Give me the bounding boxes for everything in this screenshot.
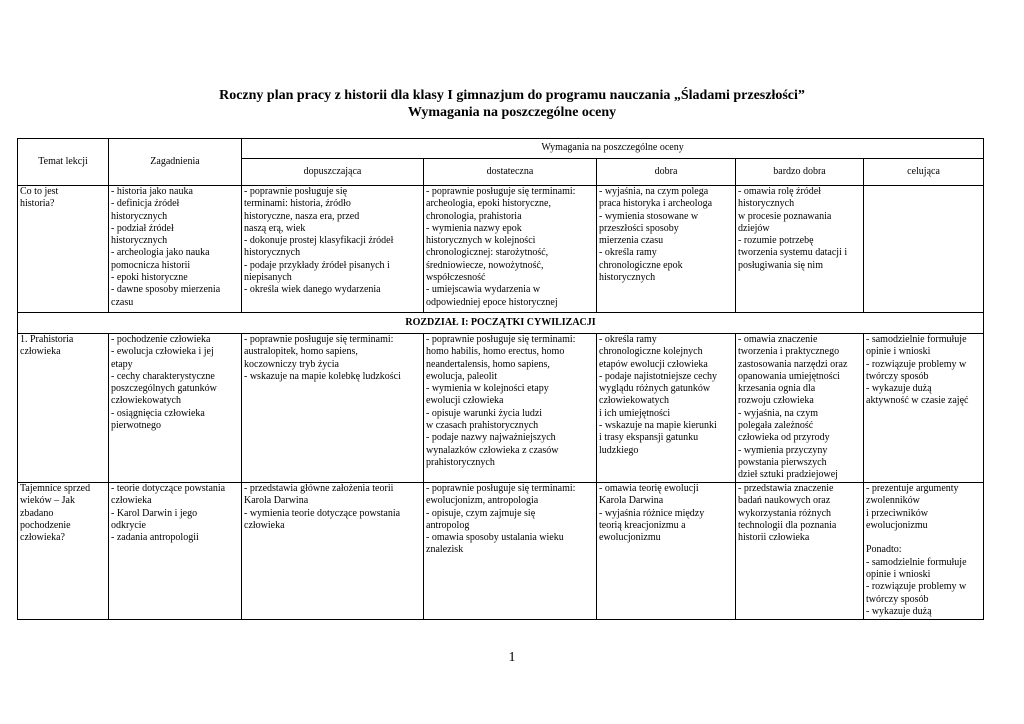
cell-line: - wykazuje dużą: [866, 383, 932, 395]
cell-line: poszczególnych gatunków: [111, 383, 217, 395]
cell-line: człowiekowatych: [111, 395, 181, 407]
cell-line: polegała zależność: [738, 420, 814, 432]
cell-line: - określa ramy: [599, 334, 657, 345]
cell-celujaca: [864, 186, 984, 313]
cell-line: pomocnicza historii: [111, 259, 191, 271]
cell-line: współczesność: [426, 272, 486, 284]
table-row: [18, 186, 984, 313]
cell-line: Karola Darwina: [244, 495, 309, 507]
cell-line: - prezentuje argumenty: [866, 483, 959, 494]
cell-line: - historia jako nauka: [111, 186, 193, 197]
cell-line: - epoki historyczne: [111, 272, 188, 284]
cell-line: neandertalensis, homo sapiens,: [426, 358, 550, 370]
cell-line: - określa ramy: [599, 247, 657, 259]
cell-line: zbadano: [20, 507, 54, 519]
cell-line: człowiekowatych: [599, 395, 669, 407]
cell-line: historycznych: [111, 210, 168, 222]
cell-line: historia?: [20, 198, 55, 210]
chapter-row: [18, 313, 984, 334]
header-grade: bardzo dobra: [736, 159, 864, 186]
cell-celujaca: [864, 334, 984, 483]
cell-dopuszczajaca: [242, 186, 424, 313]
cell-line: homo habilis, homo erectus, homo: [426, 346, 565, 358]
cell-line: wykorzystania różnych: [738, 507, 832, 519]
cell-line: ewolucjonizmu: [599, 532, 661, 544]
cell-bardzo-dobra: [736, 334, 864, 483]
cell-line: powstania pierwszych: [738, 456, 827, 468]
cell-line: - samodzielnie formułuje: [866, 556, 967, 568]
cell-line: koczowniczy tryb życia: [244, 358, 339, 370]
cell-dostateczna: [424, 334, 597, 483]
cell-line: ewolucjonizmu: [866, 519, 928, 531]
cell-line: - podaje przykłady źródeł pisanych i: [244, 259, 390, 271]
cell-line: - wskazuje na mapie kierunki: [599, 420, 717, 432]
cell-line: technologii dla poznania: [738, 519, 837, 531]
cell-dobra: [597, 186, 736, 313]
cell-line: - przedstawia znaczenie: [738, 483, 834, 494]
cell-line: archeologia, epoki historyczne,: [426, 198, 551, 210]
cell-line: ewolucji człowieka: [426, 395, 504, 407]
cell-line: twórczy sposób: [866, 593, 929, 605]
cell-line: naszą erą, wiek: [244, 222, 306, 234]
cell-temat: [18, 334, 109, 483]
cell-line: historycznych: [738, 198, 795, 210]
cell-line: - dawne sposoby mierzenia: [111, 284, 221, 296]
cell-line: - poprawnie posługuje się: [244, 186, 348, 197]
cell-line: praca historyka i archeologa: [599, 198, 713, 210]
cell-zagadnienia: [109, 334, 242, 483]
document-title: Roczny plan pracy z historii dla klasy I gimnazjum do programu nauczania „Śladami przeszłości”: [219, 88, 805, 103]
cell-line: - podział źródeł: [111, 222, 174, 234]
cell-line: - podaje najistotniejsze cechy: [599, 370, 718, 382]
cell-line: 1. Prahistoria: [20, 334, 74, 345]
cell-line: - pochodzenie człowieka: [111, 334, 211, 345]
cell-line: historycznych w kolejności: [426, 235, 536, 247]
cell-line: - wykazuje dużą: [866, 605, 932, 617]
cell-line: posługiwania się nim: [738, 259, 823, 271]
cell-line: dzieł sztuki pradziejowej: [738, 469, 838, 481]
cell-celujaca: [864, 483, 984, 620]
cell-line: - omawia rolę źródeł: [738, 186, 822, 197]
cell-line: rozwoju człowieka: [738, 395, 814, 407]
cell-line: ludzkiego: [599, 444, 639, 456]
cell-line: - wyjaśnia, na czym polega: [599, 186, 709, 197]
cell-zagadnienia: [109, 483, 242, 620]
cell-line: i trasy ekspansji gatunku: [599, 432, 699, 444]
cell-line: człowieka: [111, 495, 152, 507]
cell-line: - wymienia przyczyny: [738, 444, 828, 456]
cell-line: - poprawnie posługuje się terminami:: [426, 186, 576, 197]
cell-line: - Karol Darwin i jego: [111, 507, 198, 519]
cell-line: człowieka: [20, 346, 61, 358]
cell-dopuszczajaca: [242, 334, 424, 483]
cell-line: historii człowieka: [738, 532, 810, 544]
cell-line: Co to jest: [20, 186, 59, 197]
cell-line: średniowiecze, nowożytność,: [426, 259, 544, 271]
cell-line: [866, 532, 981, 544]
header-grade: dobra: [597, 159, 736, 186]
cell-line: Tajemnice sprzed: [20, 483, 91, 494]
cell-line: tworzenia i praktycznego: [738, 346, 840, 358]
table-row: [18, 483, 984, 620]
cell-line: - wyjaśnia, na czym: [738, 407, 818, 419]
cell-line: krzesania ognia dla: [738, 383, 816, 395]
cell-line: opinie i wnioski: [866, 569, 931, 581]
cell-line: - wymienia nazwy epok: [426, 222, 522, 234]
cell-line: odpowiedniej epoce historycznej: [426, 296, 558, 308]
cell-line: znalezisk: [426, 544, 464, 556]
cell-line: w procesie poznawania: [738, 210, 832, 222]
cell-dostateczna: [424, 186, 597, 313]
cell-line: zastosowania narzędzi oraz: [738, 358, 848, 370]
cell-dostateczna: [424, 483, 597, 620]
cell-line: - wymienia w kolejności etapy: [426, 383, 549, 395]
cell-line: zwolenników: [866, 495, 920, 507]
cell-line: - opisuje warunki życia ludzi: [426, 407, 543, 419]
cell-line: historycznych: [599, 272, 656, 284]
cell-line: - wymienia stosowane w: [599, 210, 699, 222]
cell-line: - umiejscawia wydarzenia w: [426, 284, 541, 296]
cell-line: opanowania umiejętności: [738, 370, 840, 382]
cell-line: chronologiczne kolejnych: [599, 346, 703, 358]
cell-line: - poprawnie posługuje się terminami:: [244, 334, 394, 345]
cell-line: ewolucja, paleolit: [426, 370, 498, 382]
header-zagadnienia: Zagadnienia: [109, 139, 242, 186]
cell-line: - omawia teorię ewolucji: [599, 483, 699, 494]
cell-line: - wskazuje na mapie kolebkę ludzkości: [244, 370, 401, 382]
cell-line: wynalazków człowieka z czasów: [426, 444, 559, 456]
cell-line: - samodzielnie formułuje: [866, 334, 967, 345]
header-grade: celująca: [864, 159, 984, 186]
cell-line: - podaje nazwy najważniejszych: [426, 432, 556, 444]
table-row: [18, 334, 984, 483]
cell-line: - poprawnie posługuje się terminami:: [426, 334, 576, 345]
cell-dopuszczajaca: [242, 483, 424, 620]
header-grade: dopuszczająca: [242, 159, 424, 186]
cell-line: wyglądu różnych gatunków: [599, 383, 711, 395]
cell-line: - wyjaśnia różnice między: [599, 507, 705, 519]
cell-line: historycznych: [244, 247, 301, 259]
cell-line: etapów ewolucji człowieka: [599, 358, 708, 370]
cell-bardzo-dobra: [736, 483, 864, 620]
cell-line: - cechy charakterystyczne: [111, 370, 215, 382]
cell-bardzo-dobra: [736, 186, 864, 313]
header-temat: Temat lekcji: [18, 139, 109, 186]
cell-line: i przeciwników: [866, 507, 928, 519]
cell-line: - rozwiązuje problemy w: [866, 358, 967, 370]
cell-temat: [18, 186, 109, 313]
cell-line: człowieka od przyrody: [738, 432, 830, 444]
cell-line: terminami: historia, źródło: [244, 198, 351, 210]
cell-line: - dokonuje prostej klasyfikacji źródeł: [244, 235, 394, 247]
cell-line: niepisanych: [244, 272, 292, 284]
cell-line: i ich umiejętności: [599, 407, 671, 419]
header-grade: dostateczna: [424, 159, 597, 186]
cell-line: Karola Darwina: [599, 495, 664, 507]
cell-line: chronologiczne epok: [599, 259, 683, 271]
cell-line: - teorie dotyczące powstania: [111, 483, 226, 494]
cell-line: - rozwiązuje problemy w: [866, 581, 967, 593]
cell-line: badań naukowych oraz: [738, 495, 831, 507]
cell-line: odkrycie: [111, 519, 146, 531]
cell-line: - definicja źródeł: [111, 198, 180, 210]
cell-line: historycznych: [111, 235, 168, 247]
cell-line: człowieka: [244, 519, 285, 531]
document-subtitle: Wymagania na poszczególne oceny: [407, 105, 617, 120]
cell-line: czasu: [111, 296, 134, 308]
page-number: 1: [508, 650, 516, 665]
cell-line: dziejów: [738, 222, 770, 234]
cell-line: mierzenia czasu: [599, 235, 664, 247]
cell-line: tworzenia systemu datacji i: [738, 247, 848, 259]
cell-line: australopitek, homo sapiens,: [244, 346, 358, 358]
cell-line: chronologicznej: starożytność,: [426, 247, 549, 259]
cell-line: pochodzenie: [20, 519, 71, 531]
cell-dobra: [597, 483, 736, 620]
cell-line: - ewolucja człowieka i jej: [111, 346, 214, 358]
cell-line: - wymienia teorie dotyczące powstania: [244, 507, 401, 519]
cell-line: - osiągnięcia człowieka: [111, 407, 205, 419]
header-wymagania: Wymagania na poszczególne oceny: [242, 139, 984, 159]
cell-line: człowieka?: [20, 532, 65, 544]
chapter-heading: ROZDZIAŁ I: POCZĄTKI CYWILIZACJI: [18, 313, 984, 334]
cell-line: prahistorycznych: [426, 456, 495, 468]
cell-line: twórczy sposób: [866, 370, 929, 382]
cell-line: - archeologia jako nauka: [111, 247, 210, 259]
cell-line: - opisuje, czym zajmuje się: [426, 507, 536, 519]
cell-line: antropolog: [426, 519, 470, 531]
cell-line: opinie i wnioski: [866, 346, 931, 358]
cell-temat: [18, 483, 109, 620]
cell-line: historyczne, nasza era, przed: [244, 210, 360, 222]
cell-line: aktywność w czasie zajęć: [866, 395, 969, 407]
cell-line: teorią kreacjonizmu a: [599, 519, 686, 531]
cell-line: - zadania antropologii: [111, 532, 199, 544]
cell-line: chronologia, prahistoria: [426, 210, 522, 222]
cell-line: w czasach prahistorycznych: [426, 420, 539, 432]
cell-line: Ponadto:: [866, 544, 902, 556]
cell-line: pierwotnego: [111, 420, 161, 432]
cell-dobra: [597, 334, 736, 483]
cell-line: ewolucjonizm, antropologia: [426, 495, 539, 507]
cell-line: - omawia znaczenie: [738, 334, 818, 345]
cell-zagadnienia: [109, 186, 242, 313]
cell-line: - rozumie potrzebę: [738, 235, 814, 247]
cell-line: - określa wiek danego wydarzenia: [244, 284, 381, 296]
cell-line: wieków – Jak: [20, 495, 75, 507]
cell-line: - przedstawia główne założenia teorii: [244, 483, 394, 494]
cell-line: przeszłości sposoby: [599, 222, 679, 234]
requirements-table: [17, 138, 984, 620]
cell-line: - omawia sposoby ustalania wieku: [426, 532, 564, 544]
cell-line: etapy: [111, 358, 133, 370]
cell-line: - poprawnie posługuje się terminami:: [426, 483, 576, 494]
